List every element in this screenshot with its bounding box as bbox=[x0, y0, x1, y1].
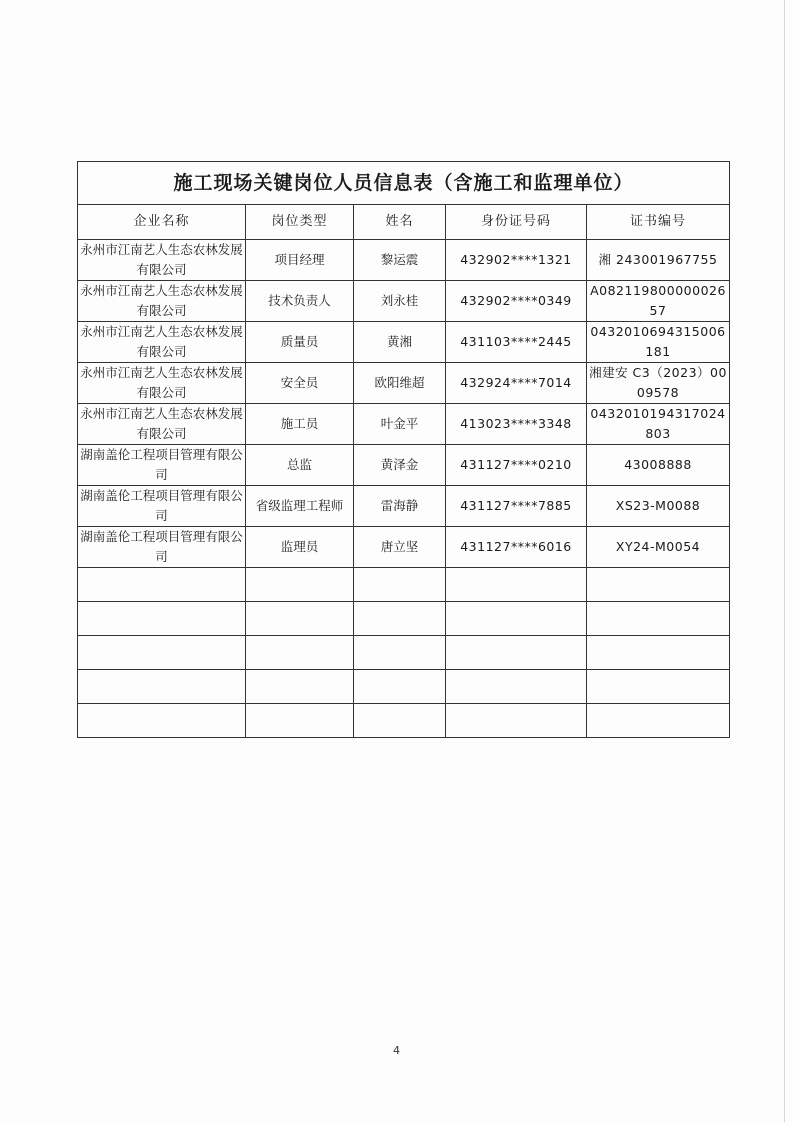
cell-name: 黄湘 bbox=[354, 322, 446, 363]
empty-cell bbox=[587, 670, 730, 704]
table-row bbox=[78, 322, 730, 363]
empty-cell bbox=[446, 636, 587, 670]
cell-name: 唐立坚 bbox=[354, 527, 446, 568]
table-row bbox=[78, 404, 730, 445]
empty-table-row bbox=[78, 670, 730, 704]
header-name: 姓名 bbox=[354, 205, 446, 240]
empty-cell bbox=[78, 636, 246, 670]
table-row bbox=[78, 486, 730, 527]
cell-certificate: 0432010694315006181 bbox=[587, 322, 730, 363]
empty-cell bbox=[354, 704, 446, 738]
table-row bbox=[78, 240, 730, 281]
table-row bbox=[78, 527, 730, 568]
empty-cell bbox=[78, 670, 246, 704]
header-certificate: 证书编号 bbox=[587, 205, 730, 240]
empty-cell bbox=[246, 670, 354, 704]
empty-cell bbox=[587, 704, 730, 738]
header-company: 企业名称 bbox=[78, 205, 246, 240]
cell-id-number: 431103****2445 bbox=[446, 322, 587, 363]
table-row bbox=[78, 445, 730, 486]
cell-certificate: A08211980000002657 bbox=[587, 281, 730, 322]
cell-position: 监理员 bbox=[246, 527, 354, 568]
cell-company: 永州市江南艺人生态农林发展有限公司 bbox=[78, 322, 246, 363]
empty-cell bbox=[246, 568, 354, 602]
empty-cell bbox=[78, 568, 246, 602]
cell-position: 项目经理 bbox=[246, 240, 354, 281]
cell-id-number: 431127****0210 bbox=[446, 445, 587, 486]
cell-position: 施工员 bbox=[246, 404, 354, 445]
cell-position: 安全员 bbox=[246, 363, 354, 404]
empty-cell bbox=[587, 568, 730, 602]
empty-table-row bbox=[78, 636, 730, 670]
empty-cell bbox=[246, 704, 354, 738]
table-header-row bbox=[78, 205, 730, 240]
page-edge-line bbox=[784, 0, 785, 1122]
cell-name: 雷海静 bbox=[354, 486, 446, 527]
page-number: 4 bbox=[393, 1044, 400, 1057]
cell-company: 永州市江南艺人生态农林发展有限公司 bbox=[78, 363, 246, 404]
cell-company: 湖南盖伦工程项目管理有限公司 bbox=[78, 445, 246, 486]
cell-name: 黄泽金 bbox=[354, 445, 446, 486]
cell-position: 技术负责人 bbox=[246, 281, 354, 322]
empty-cell bbox=[354, 636, 446, 670]
empty-cell bbox=[354, 670, 446, 704]
empty-cell bbox=[78, 602, 246, 636]
empty-table-row bbox=[78, 704, 730, 738]
table-row bbox=[78, 281, 730, 322]
cell-company: 湖南盖伦工程项目管理有限公司 bbox=[78, 486, 246, 527]
empty-cell bbox=[246, 636, 354, 670]
cell-certificate: 43008888 bbox=[587, 445, 730, 486]
empty-cell bbox=[446, 602, 587, 636]
cell-id-number: 431127****6016 bbox=[446, 527, 587, 568]
empty-cell bbox=[446, 568, 587, 602]
empty-cell bbox=[587, 602, 730, 636]
table-row bbox=[78, 363, 730, 404]
empty-cell bbox=[446, 670, 587, 704]
table-title: 施工现场关键岗位人员信息表（含施工和监理单位） bbox=[78, 162, 730, 205]
empty-cell bbox=[78, 704, 246, 738]
cell-id-number: 432902****0349 bbox=[446, 281, 587, 322]
cell-position: 质量员 bbox=[246, 322, 354, 363]
empty-cell bbox=[246, 602, 354, 636]
cell-name: 刘永桂 bbox=[354, 281, 446, 322]
cell-id-number: 431127****7885 bbox=[446, 486, 587, 527]
empty-cell bbox=[354, 568, 446, 602]
cell-company: 湖南盖伦工程项目管理有限公司 bbox=[78, 527, 246, 568]
cell-company: 永州市江南艺人生态农林发展有限公司 bbox=[78, 404, 246, 445]
cell-certificate: 0432010194317024803 bbox=[587, 404, 730, 445]
header-id-number: 身份证号码 bbox=[446, 205, 587, 240]
cell-company: 永州市江南艺人生态农林发展有限公司 bbox=[78, 281, 246, 322]
empty-cell bbox=[354, 602, 446, 636]
cell-name: 欧阳维超 bbox=[354, 363, 446, 404]
cell-company: 永州市江南艺人生态农林发展有限公司 bbox=[78, 240, 246, 281]
cell-id-number: 413023****3348 bbox=[446, 404, 587, 445]
header-position: 岗位类型 bbox=[246, 205, 354, 240]
personnel-info-table bbox=[77, 161, 730, 738]
cell-position: 省级监理工程师 bbox=[246, 486, 354, 527]
empty-table-row bbox=[78, 602, 730, 636]
cell-certificate: 湘 243001967755 bbox=[587, 240, 730, 281]
cell-id-number: 432902****1321 bbox=[446, 240, 587, 281]
cell-position: 总监 bbox=[246, 445, 354, 486]
cell-certificate: 湘建安 C3（2023）0009578 bbox=[587, 363, 730, 404]
empty-cell bbox=[446, 704, 587, 738]
empty-table-row bbox=[78, 568, 730, 602]
empty-cell bbox=[587, 636, 730, 670]
cell-certificate: XY24-M0054 bbox=[587, 527, 730, 568]
cell-name: 黎运震 bbox=[354, 240, 446, 281]
cell-name: 叶金平 bbox=[354, 404, 446, 445]
cell-id-number: 432924****7014 bbox=[446, 363, 587, 404]
cell-certificate: XS23-M0088 bbox=[587, 486, 730, 527]
